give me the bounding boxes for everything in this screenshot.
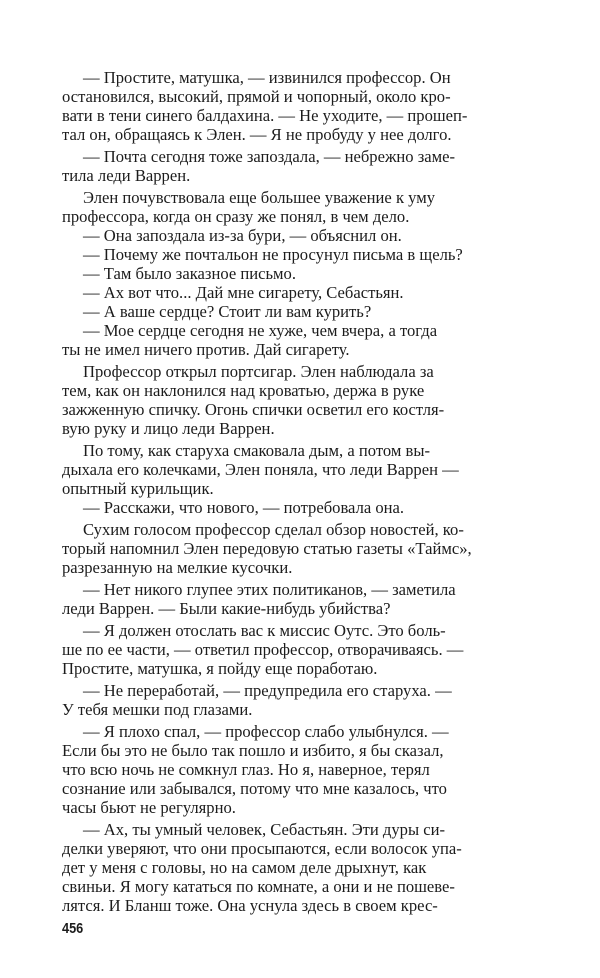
paragraph [62,498,546,517]
text-line: зажженную спичку. Огонь спички осветил его костля- [62,400,445,419]
paragraph [62,722,546,817]
text-line: сознание или забывался, потому что мне казалось, что [62,779,447,798]
text-line: — Мое сердце сегодня не хуже, чем вчера, а тогда [83,321,438,340]
text-line: — Ах вот что... Дай мне сигарету, Себастьян. [83,283,404,302]
text-line: Если бы это не было так пошло и избито, я бы сказал, [62,741,444,760]
paragraph [62,188,546,226]
text-line: леди Варрен. — Были какие-нибудь убийства? [62,599,391,618]
text-line: — Почта сегодня тоже запоздала, — небрежно заме- [83,147,456,166]
text-line: — Она запоздала из-за бури, — объяснил он. [83,226,402,245]
paragraph [62,226,546,245]
text-line: остановился, высокий, прямой и чопорный, около кро- [62,87,451,106]
text-line: что всю ночь не сомкнул глаз. Но я, наверное, терял [62,760,430,779]
paragraph [62,264,546,283]
text-line: вати в тени синего балдахина. — Не уходите, — прошеп- [62,106,468,125]
text-line: У тебя мешки под глазами. [62,700,253,719]
text-line: — Почему же почтальон не просунул письма в щель? [83,245,463,264]
text-line: — А ваше сердце? Стоит ли вам курить? [83,302,372,321]
paragraph [62,302,546,321]
paragraph [62,820,546,915]
paragraph [62,520,546,577]
text-line: делки уверяют, что они просыпаются, если волосок упа- [62,839,462,858]
text-line: ты не имел ничего против. Дай сигарету. [62,340,350,359]
text-line: профессора, когда он сразу же понял, в чем дело. [62,207,410,226]
text-line: разрезанную на мелкие кусочки. [62,558,293,577]
paragraph [62,245,546,264]
text-line: — Нет никого глупее этих политиканов, — заметила [83,580,456,599]
page-number: 456 [62,920,84,937]
text-line: торый напомнил Элен передовую статью газеты «Таймс», [62,539,472,558]
text-line: Простите, матушка, я пойду еще поработаю. [62,659,378,678]
text-line: Профессор открыл портсигар. Элен наблюдала за [83,362,434,381]
text-line: тила леди Варрен. [62,166,191,185]
text-line: — Я должен отослать вас к миссис Оутс. Это боль- [83,621,446,640]
text-line: дет у меня с головы, но на самом деле дрыхнут, как [62,858,427,877]
book-page-text [62,68,546,915]
text-line: — Там было заказное письмо. [83,264,296,283]
paragraph [62,681,546,719]
text-line: — Не переработай, — предупредила его старуха. — [83,681,452,700]
text-line: лятся. И Бланш тоже. Она уснула здесь в своем крес- [62,896,438,915]
text-line: Сухим голосом профессор сделал обзор новостей, ко- [83,520,464,539]
paragraph [62,362,546,438]
paragraph [62,580,546,618]
paragraph [62,441,546,498]
text-line: ше по ее части, — ответил профессор, отворачиваясь. — [62,640,464,659]
text-line: тал он, обращаясь к Элен. — Я не пробуду у нее долго. [62,125,452,144]
paragraph [62,283,546,302]
text-line: По тому, как старуха смаковала дым, а потом вы- [83,441,431,460]
text-line: — Я плохо спал, — профессор слабо улыбнулся. — [83,722,449,741]
text-line: вую руку и лицо леди Варрен. [62,419,275,438]
text-line: — Простите, матушка, — извинился профессор. Он [83,68,451,87]
paragraph [62,621,546,678]
paragraph [62,147,546,185]
paragraph [62,321,546,359]
text-line: свиньи. Я могу кататься по комнате, а они и не пошеве- [62,877,455,896]
text-line: опытный курильщик. [62,479,214,498]
text-line: дыхала его колечками, Элен поняла, что леди Варрен — [62,460,459,479]
text-line: часы бьют не регулярно. [62,798,236,817]
text-line: — Ах, ты умный человек, Себастьян. Эти дуры си- [83,820,446,839]
text-line: Элен почувствовала еще большее уважение к уму [83,188,436,207]
text-line: тем, как он наклонился над кроватью, держа в руке [62,381,425,400]
text-line: — Расскажи, что нового, — потребовала она. [83,498,405,517]
paragraph [62,68,546,144]
